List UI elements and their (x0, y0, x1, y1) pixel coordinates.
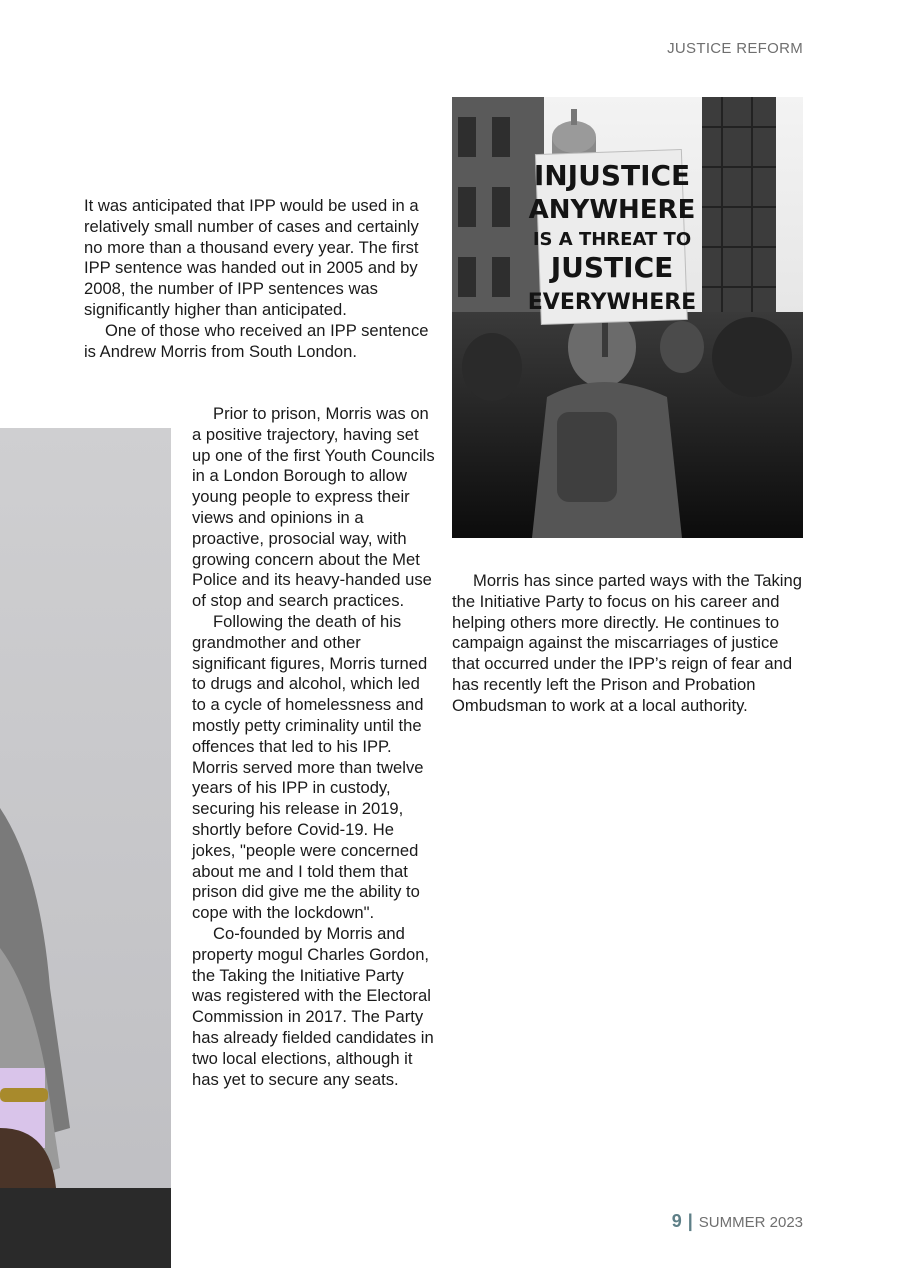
page-footer (672, 1211, 803, 1232)
paragraph: Co-founded by Morris and property mogul Charles Gordon, the Taking the Initiative Party was registered with the Electoral Commission in 2017. The Party has already fielded candidates in two local elections, although it has yet to secure any seats. (192, 923, 434, 1089)
issue-label: SUMMER 2023 (698, 1214, 803, 1231)
portrait-photo (0, 428, 171, 1268)
paragraph: Following the death of his grandmother and other significant figures, Morris turned to drugs and alcohol, which led to a cycle of homelessness and mostly petty criminality until the offences that led to his IPP. Morris served more than twelve years of his IPP in custody, securing his release in 2019, shortly before Covid-19. He jokes, "people were concerned about me and I told them that prison did give me the ability to cope with the lockdown". (192, 611, 428, 923)
svg-text:JUSTICE: JUSTICE (550, 251, 674, 284)
svg-text:INJUSTICE: INJUSTICE (533, 159, 691, 192)
portrait-illustration (0, 428, 171, 1268)
svg-text:ANYWHERE: ANYWHERE (528, 195, 696, 225)
paragraph: One of those who received an IPP sentence is Andrew Morris from South London. (84, 320, 429, 361)
article-column-left-top (84, 196, 434, 362)
section-label: JUSTICE REFORM (667, 40, 803, 57)
sign-lettering (528, 159, 696, 315)
svg-text:EVERYWHERE: EVERYWHERE (527, 290, 697, 315)
page-number: 9 (671, 1211, 682, 1231)
paragraph: It was anticipated that IPP would be used in a relatively small number of cases and certainly no more than a thousand every year. The first IPP sentence was handed out in 2005 and by 2008, the number of IPP sentences was significantly higher than anticipated. (84, 196, 419, 319)
paragraph: Prior to prison, Morris was on a positive trajectory, having set up one of the first Youth Councils in a London Borough to allow young people to express their views and opinions in a proactive, prosocial way, with growing concern about the Met Police and its heavy-handed use of stop and search practices. (192, 404, 435, 611)
protest-illustration (452, 97, 803, 538)
article-column-right (452, 571, 802, 717)
svg-text:IS A THREAT TO: IS A THREAT TO (532, 229, 692, 250)
footer-separator: | (687, 1211, 693, 1231)
protest-photo (452, 97, 803, 538)
article-column-left-narrow (192, 404, 436, 1090)
paragraph: Morris has since parted ways with the Taking the Initiative Party to focus on his career and helping others more directly. He continues to campaign against the miscarriages of justice that occurred under the IPP’s reign of fear and has recently left the Prison and Probation Ombudsman to work at a local authority. (452, 571, 802, 715)
